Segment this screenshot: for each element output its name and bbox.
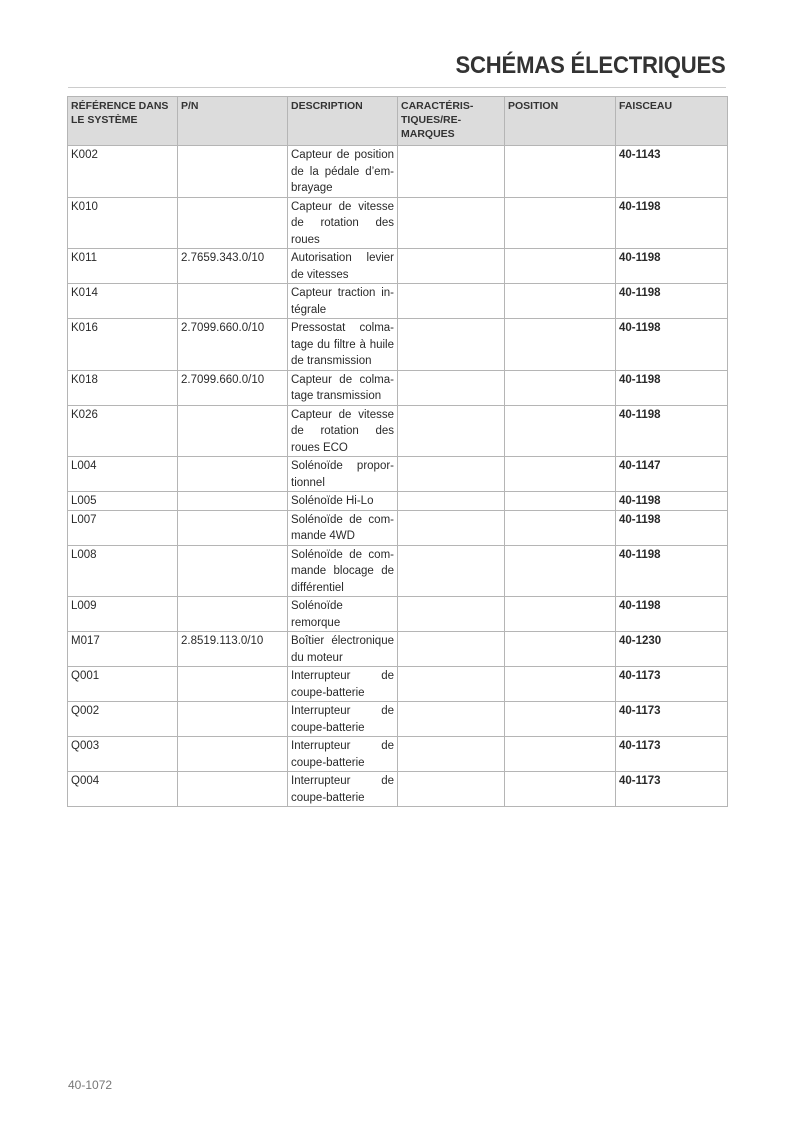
cell-reference: L008	[68, 545, 178, 597]
cell-position	[505, 249, 616, 284]
cell-faisceau: 40-1147	[616, 457, 728, 492]
page-number: 40-1072	[68, 1078, 113, 1092]
table-row	[68, 510, 728, 545]
cell-faisceau: 40-1198	[616, 319, 728, 371]
cell-faisceau: 40-1198	[616, 492, 728, 511]
cell-reference: M017	[68, 632, 178, 667]
table-row	[68, 702, 728, 737]
cell-faisceau: 40-1173	[616, 702, 728, 737]
table-row	[68, 405, 728, 457]
cell-description: Capteur traction in-tégrale	[288, 284, 398, 319]
table-row	[68, 492, 728, 511]
cell-position	[505, 492, 616, 511]
cell-pn	[178, 597, 288, 632]
cell-position	[505, 405, 616, 457]
column-header-faisceau: FAISCEAU	[616, 97, 728, 146]
cell-position	[505, 197, 616, 249]
cell-description: Solénoïde de com-mande 4WD	[288, 510, 398, 545]
cell-caracteristiques	[398, 370, 505, 405]
cell-description: Capteur de position de la pédale d’em-brayage	[288, 146, 398, 198]
cell-pn	[178, 737, 288, 772]
cell-caracteristiques	[398, 772, 505, 807]
table-row	[68, 772, 728, 807]
cell-pn	[178, 457, 288, 492]
table-row	[68, 146, 728, 198]
cell-description: Solénoïde remorque	[288, 597, 398, 632]
cell-faisceau: 40-1173	[616, 737, 728, 772]
cell-pn	[178, 510, 288, 545]
cell-pn	[178, 405, 288, 457]
cell-caracteristiques	[398, 197, 505, 249]
page-title: SCHÉMAS ÉLECTRIQUES	[455, 52, 726, 79]
cell-pn	[178, 197, 288, 249]
table-row	[68, 370, 728, 405]
table-row	[68, 545, 728, 597]
cell-description: Interrupteur de coupe-batterie	[288, 702, 398, 737]
cell-faisceau: 40-1143	[616, 146, 728, 198]
table-body	[68, 146, 728, 807]
cell-caracteristiques	[398, 405, 505, 457]
cell-faisceau: 40-1198	[616, 405, 728, 457]
cell-reference: K026	[68, 405, 178, 457]
cell-reference: K016	[68, 319, 178, 371]
table-row	[68, 632, 728, 667]
column-header-reference: RÉFÉRENCE DANS LE SYSTÈME	[68, 97, 178, 146]
cell-faisceau: 40-1198	[616, 510, 728, 545]
components-table	[67, 96, 728, 807]
cell-reference: Q001	[68, 667, 178, 702]
cell-position	[505, 632, 616, 667]
cell-reference: K014	[68, 284, 178, 319]
cell-description: Capteur de vitesse de rotation des roues	[288, 197, 398, 249]
cell-reference: K011	[68, 249, 178, 284]
cell-reference: L009	[68, 597, 178, 632]
cell-caracteristiques	[398, 545, 505, 597]
cell-position	[505, 284, 616, 319]
title-divider	[68, 87, 726, 88]
cell-description: Pressostat colma-tage du filtre à huile de transmission	[288, 319, 398, 371]
cell-description: Capteur de vitesse de rotation des roues ECO	[288, 405, 398, 457]
cell-reference: Q004	[68, 772, 178, 807]
cell-position	[505, 146, 616, 198]
cell-caracteristiques	[398, 632, 505, 667]
table-row	[68, 457, 728, 492]
cell-position	[505, 510, 616, 545]
cell-position	[505, 597, 616, 632]
cell-position	[505, 545, 616, 597]
cell-description: Autorisation levier de vitesses	[288, 249, 398, 284]
cell-caracteristiques	[398, 146, 505, 198]
cell-faisceau: 40-1198	[616, 284, 728, 319]
cell-pn	[178, 667, 288, 702]
cell-description: Boîtier électronique du moteur	[288, 632, 398, 667]
cell-caracteristiques	[398, 597, 505, 632]
cell-pn	[178, 146, 288, 198]
cell-description: Solénoïde Hi-Lo	[288, 492, 398, 511]
table-row	[68, 319, 728, 371]
cell-position	[505, 737, 616, 772]
cell-position	[505, 667, 616, 702]
cell-reference: Q002	[68, 702, 178, 737]
cell-faisceau: 40-1198	[616, 197, 728, 249]
cell-pn	[178, 284, 288, 319]
cell-pn: 2.7659.343.0/10	[178, 249, 288, 284]
table-row	[68, 197, 728, 249]
cell-position	[505, 772, 616, 807]
table-row	[68, 284, 728, 319]
cell-reference: L004	[68, 457, 178, 492]
cell-caracteristiques	[398, 667, 505, 702]
cell-caracteristiques	[398, 284, 505, 319]
cell-pn: 2.7099.660.0/10	[178, 370, 288, 405]
cell-pn	[178, 702, 288, 737]
column-header-position: POSITION	[505, 97, 616, 146]
cell-description: Interrupteur de coupe-batterie	[288, 737, 398, 772]
cell-description: Interrupteur de coupe-batterie	[288, 772, 398, 807]
cell-description: Solénoïde de com-mande blocage de différentiel	[288, 545, 398, 597]
column-header-caracteristiques: CARACTÉRIS-TIQUES/RE-MARQUES	[398, 97, 505, 146]
table-row	[68, 249, 728, 284]
cell-description: Solénoïde propor-tionnel	[288, 457, 398, 492]
cell-caracteristiques	[398, 702, 505, 737]
cell-faisceau: 40-1173	[616, 667, 728, 702]
cell-caracteristiques	[398, 510, 505, 545]
cell-reference: K010	[68, 197, 178, 249]
cell-position	[505, 370, 616, 405]
cell-caracteristiques	[398, 319, 505, 371]
cell-faisceau: 40-1230	[616, 632, 728, 667]
cell-pn	[178, 545, 288, 597]
table-row	[68, 667, 728, 702]
cell-faisceau: 40-1198	[616, 370, 728, 405]
table-header-row	[68, 97, 728, 146]
column-header-description: DESCRIPTION	[288, 97, 398, 146]
cell-position	[505, 319, 616, 371]
cell-pn: 2.7099.660.0/10	[178, 319, 288, 371]
cell-faisceau: 40-1173	[616, 772, 728, 807]
table-row	[68, 597, 728, 632]
cell-caracteristiques	[398, 492, 505, 511]
cell-position	[505, 702, 616, 737]
cell-reference: L007	[68, 510, 178, 545]
cell-pn	[178, 772, 288, 807]
cell-position	[505, 457, 616, 492]
cell-caracteristiques	[398, 737, 505, 772]
cell-description: Interrupteur de coupe-batterie	[288, 667, 398, 702]
cell-reference: K002	[68, 146, 178, 198]
cell-pn	[178, 492, 288, 511]
cell-caracteristiques	[398, 249, 505, 284]
cell-reference: L005	[68, 492, 178, 511]
cell-faisceau: 40-1198	[616, 249, 728, 284]
cell-faisceau: 40-1198	[616, 545, 728, 597]
table-row	[68, 737, 728, 772]
cell-pn: 2.8519.113.0/10	[178, 632, 288, 667]
cell-reference: Q003	[68, 737, 178, 772]
cell-caracteristiques	[398, 457, 505, 492]
cell-reference: K018	[68, 370, 178, 405]
cell-description: Capteur de colma-tage transmission	[288, 370, 398, 405]
column-header-pn: P/N	[178, 97, 288, 146]
cell-faisceau: 40-1198	[616, 597, 728, 632]
